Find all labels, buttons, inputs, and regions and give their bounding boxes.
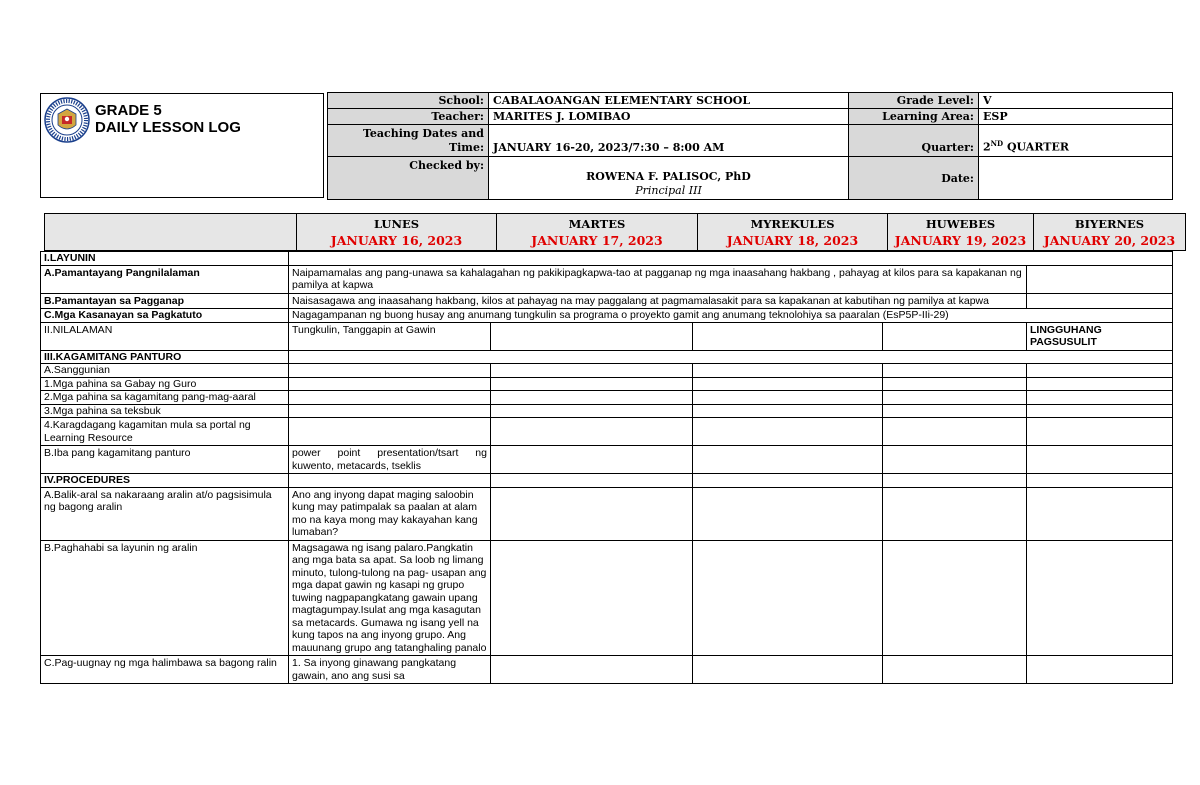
empty-cell	[491, 404, 693, 418]
row-text: 1. Sa inyong ginawang pangkatang gawain, ano ang susi sa	[289, 656, 491, 684]
empty-cell	[1027, 487, 1173, 540]
empty-cell	[1027, 404, 1173, 418]
empty-cell	[491, 474, 693, 488]
table-row	[41, 474, 1173, 488]
grade-line: GRADE 5	[95, 102, 162, 119]
empty-cell	[1027, 446, 1173, 474]
empty-cell	[883, 377, 1027, 391]
row-label: 3.Mga pahina sa teksbuk	[41, 404, 289, 418]
row-label: B.Pamantayan sa Pagganap	[41, 293, 289, 309]
day-name: LUNES	[373, 216, 420, 231]
empty-cell	[1027, 474, 1173, 488]
empty-cell	[491, 446, 693, 474]
table-row	[41, 293, 1173, 309]
dates-label-line1: Teaching Dates and	[362, 126, 484, 140]
empty-cell	[289, 418, 491, 446]
row-label: II.NILALAMAN	[41, 322, 289, 350]
table-row	[41, 252, 1173, 266]
empty-cell	[883, 364, 1027, 378]
day-date: JANUARY 18, 2023	[726, 232, 859, 248]
empty-cell	[1027, 293, 1173, 309]
empty-cell	[1027, 265, 1173, 293]
empty-cell	[491, 540, 693, 656]
row-label: A.Pamantayang Pangnilalaman	[41, 265, 289, 293]
checked-by-value	[489, 157, 849, 200]
day-name: HUWEBES	[925, 216, 996, 231]
empty-cell	[1027, 377, 1173, 391]
quarter-value	[979, 125, 1173, 157]
empty-cell	[1027, 656, 1173, 684]
empty-cell	[883, 322, 1027, 350]
row-label: C.Mga Kasanayan sa Pagkatuto	[41, 309, 289, 323]
info-table	[327, 92, 1173, 200]
section-kagamitan: III.KAGAMITANG PANTURO	[41, 350, 289, 364]
log-line: DAILY LESSON LOG	[95, 119, 241, 136]
principal-title: Principal III	[635, 184, 702, 197]
empty-cell	[289, 364, 491, 378]
day-date: JANUARY 16, 2023	[330, 232, 463, 248]
empty-cell	[693, 540, 883, 656]
day-header-blank	[45, 214, 297, 251]
day-date: JANUARY 19, 2023	[894, 232, 1027, 248]
day-name: MYREKULES	[750, 216, 835, 231]
empty-cell	[491, 377, 693, 391]
empty-cell	[491, 364, 693, 378]
row-label: 2.Mga pahina sa kagamitang pang-mag-aaral	[41, 391, 289, 405]
day-date: JANUARY 20, 2023	[1043, 232, 1176, 248]
empty-cell	[883, 487, 1027, 540]
day-column-biyernes	[1034, 214, 1186, 251]
teacher-label: Teacher:	[328, 109, 489, 125]
lesson-table	[40, 251, 1173, 684]
row-text: Ano ang inyong dapat maging saloobin kung may patimpalak sa paalan at alam mo na kaya mong may kakayahan kang lumaban?	[289, 487, 491, 540]
empty-cell	[1027, 391, 1173, 405]
checked-by-label: Checked by:	[328, 157, 489, 200]
empty-cell	[883, 391, 1027, 405]
table-row	[41, 540, 1173, 656]
empty-cell	[289, 391, 491, 405]
empty-cell	[693, 364, 883, 378]
empty-cell	[883, 656, 1027, 684]
day-column-lunes	[297, 214, 497, 251]
day-column-myrekules	[698, 214, 888, 251]
empty-cell	[491, 391, 693, 405]
day-name: MARTES	[568, 216, 626, 231]
table-row	[41, 418, 1173, 446]
date-label: Date:	[849, 157, 979, 200]
empty-cell	[693, 474, 883, 488]
empty-cell	[883, 404, 1027, 418]
dates-label-line2: Time:	[448, 140, 484, 154]
learning-area-value: ESP	[979, 109, 1173, 125]
table-row	[41, 487, 1173, 540]
dates-value: JANUARY 16-20, 2023/7:30 – 8:00 AM	[489, 125, 849, 157]
empty-cell	[693, 391, 883, 405]
day-column-martes	[497, 214, 698, 251]
grade-level-label: Grade Level:	[849, 93, 979, 109]
empty-cell	[289, 377, 491, 391]
teacher-value: MARITES J. LOMIBAO	[489, 109, 849, 125]
row-text: power point presentation/tsart ng kuwento, metacards, tseklis	[289, 446, 491, 474]
empty-cell	[693, 404, 883, 418]
row-text: Tungkulin, Tanggapin at Gawin	[289, 322, 491, 350]
row-label: A.Balik-aral sa nakaraang aralin at/o pagsisimula ng bagong aralin	[41, 487, 289, 540]
empty-cell	[693, 322, 883, 350]
quarter-num: 2	[983, 141, 991, 154]
principal-name: ROWENA F. PALISOC, PhD	[586, 170, 751, 183]
school-value: CABALAOANGAN ELEMENTARY SCHOOL	[489, 93, 849, 109]
empty-cell	[883, 418, 1027, 446]
day-header	[44, 213, 1186, 251]
empty-cell	[491, 322, 693, 350]
document-title	[95, 102, 241, 136]
empty-cell	[693, 656, 883, 684]
empty-cell	[1027, 364, 1173, 378]
row-label: B.Paghahabi sa layunin ng aralin	[41, 540, 289, 656]
table-row	[41, 404, 1173, 418]
date-value	[979, 157, 1173, 200]
deped-seal-icon	[44, 97, 90, 143]
table-row	[41, 350, 1173, 364]
empty-cell	[693, 446, 883, 474]
row-label: B.Iba pang kagamitang panturo	[41, 446, 289, 474]
empty-cell	[693, 418, 883, 446]
empty-cell	[289, 252, 1173, 266]
table-row	[41, 446, 1173, 474]
table-row	[41, 391, 1173, 405]
day-date: JANUARY 17, 2023	[531, 232, 663, 248]
row-text: Naipamamalas ang pang-unawa sa kahalagahan ng pakikipagkapwa-tao at pagganap ng mga inaasahang hakbang , pahayag at kilos para sa kapakanan ng pamilya at kapwa	[289, 265, 1027, 293]
empty-cell	[693, 377, 883, 391]
table-row	[41, 265, 1173, 293]
empty-cell	[883, 474, 1027, 488]
row-text: Magsagawa ng isang palaro.Pangkatin ang mga bata sa apat. Sa loob ng limang minuto, tulong-tulong na pag- usapan ang mga dapat gawin ng kasapi ng grupo tuwing nagpapangkatang gawain upang magtagumpay.Isulat ang mga kasagutan sa metacards. Gumawa ng isang yell na kung tapos na ang inyong grupo. Ang mauunang grupo ang tatanghaling panalo	[289, 540, 491, 656]
section-procedures: IV.PROCEDURES	[41, 474, 289, 488]
empty-cell	[1027, 418, 1173, 446]
row-label: 1.Mga pahina sa Gabay ng Guro	[41, 377, 289, 391]
table-row	[41, 309, 1173, 323]
empty-cell	[289, 474, 491, 488]
quarter-label: Quarter:	[849, 125, 979, 157]
table-row	[41, 364, 1173, 378]
lingguhang-pagsusulit: LINGGUHANG PAGSUSULIT	[1027, 322, 1173, 350]
row-text: Nagagampanan ng buong husay ang anumang tungkulin sa programa o proyekto gamit ang anumang teknolohiya sa paaralan (EsP5P-IIi-29)	[289, 309, 1173, 323]
quarter-sup: ND	[990, 139, 1004, 149]
dates-label	[328, 125, 489, 157]
table-row	[41, 377, 1173, 391]
row-label: 4.Karagdagang kagamitan mula sa portal ng Learning Resource	[41, 418, 289, 446]
learning-area-label: Learning Area:	[849, 109, 979, 125]
row-label: C.Pag-uugnay ng mga halimbawa sa bagong ralin	[41, 656, 289, 684]
table-row	[41, 322, 1173, 350]
empty-cell	[289, 404, 491, 418]
school-label: School:	[328, 93, 489, 109]
empty-cell	[491, 656, 693, 684]
quarter-word: QUARTER	[1003, 141, 1069, 154]
row-label: A.Sanggunian	[41, 364, 289, 378]
day-name: BIYERNES	[1074, 216, 1145, 231]
table-row	[41, 656, 1173, 684]
empty-cell	[1027, 540, 1173, 656]
empty-cell	[491, 418, 693, 446]
grade-level-value: V	[979, 93, 1173, 109]
empty-cell	[289, 350, 1173, 364]
empty-cell	[491, 487, 693, 540]
empty-cell	[883, 540, 1027, 656]
empty-cell	[693, 487, 883, 540]
section-layunin: I.LAYUNIN	[41, 252, 289, 266]
row-text: Naisasagawa ang inaasahang hakbang, kilos at pahayag na may paggalang at pagmamalasakit para sa kapakanan at kabutihan ng pamilya at kapwa	[289, 293, 1027, 309]
empty-cell	[883, 446, 1027, 474]
day-column-huwebes	[888, 214, 1034, 251]
